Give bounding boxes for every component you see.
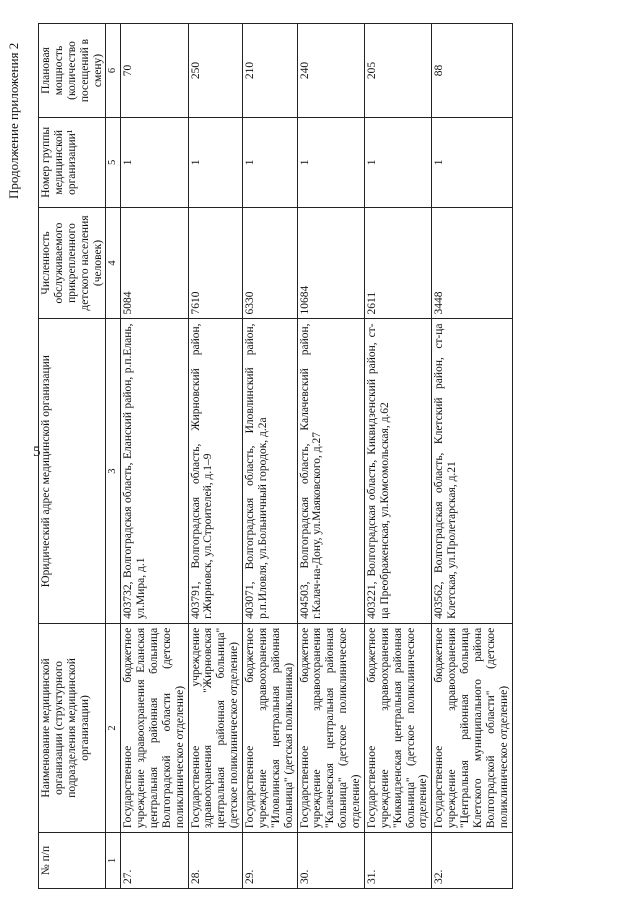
group-number: 1 (243, 118, 298, 208)
row-number: 31. (364, 833, 431, 889)
organization-address: 403791, Волгоградская область, Жирновский район, г.Жирновск, ул.Строителей, д.1–9 (188, 319, 243, 623)
population-count: 5084 (121, 207, 188, 319)
organization-address: 403732, Волгоградская область, Еланский район, р.п.Елань, ул.Мира, д.1 (121, 319, 188, 623)
row-number: 32. (432, 833, 512, 889)
planned-capacity: 70 (121, 24, 188, 118)
population-count: 3448 (432, 207, 512, 319)
planned-capacity: 240 (297, 24, 364, 118)
medical-organizations-table (38, 23, 513, 889)
planned-capacity: 205 (364, 24, 431, 118)
column-number: 5 (106, 118, 121, 208)
organization-name: Государственное бюджетное учреждение здравоохранения "Иловлинская центральная районная больница" (детская поликлиника) (243, 623, 298, 832)
page-number: 5 (33, 444, 41, 460)
group-number: 1 (432, 118, 512, 208)
table-row (364, 24, 431, 889)
continuation-label: Продолжение приложения 2 (6, 42, 21, 199)
table-row (188, 24, 243, 889)
header-row (39, 24, 106, 889)
header-number: № п/п (39, 833, 106, 889)
planned-capacity: 210 (243, 24, 298, 118)
organization-name: Государственное бюджетное учреждение здравоохранения Еланская центральная районная больница Волгоградской области (детское поликлиническое отделение) (121, 623, 188, 832)
organization-name: Государственное учреждение здравоохранения "Жирновская центральная районная больница" (детское поликлиническое отделение) (188, 623, 243, 832)
planned-capacity: 88 (432, 24, 512, 118)
header-group: Номер группы медицинской организации¹ (39, 118, 106, 208)
table-row (432, 24, 512, 889)
organization-address: 403562, Волгоградская область, Клетский район, ст-ца Клетская, ул.Пролетарская, д.21 (432, 319, 512, 623)
organization-name: Государственное бюджетное учреждение здравоохранения "Центральная районная больница Клетского муниципального района Волгоградской области" (детское поликлиническое отделение) (432, 623, 512, 832)
table-row (243, 24, 298, 889)
group-number: 1 (364, 118, 431, 208)
table-row (297, 24, 364, 889)
column-number: 4 (106, 207, 121, 319)
row-number: 28. (188, 833, 243, 889)
population-count: 2611 (364, 207, 431, 319)
header-population: Численность обслуживаемого прикрепленного детского населения (человек) (39, 207, 106, 319)
planned-capacity: 250 (188, 24, 243, 118)
header-name: Наименование медицинской организации (структурного подразделения медицинской организации) (39, 623, 106, 832)
row-number: 30. (297, 833, 364, 889)
population-count: 10684 (297, 207, 364, 319)
group-number: 1 (297, 118, 364, 208)
organization-address: 404503, Волгоградская область, Калачевский район, г.Калач-на-Дону, ул.Маяковского, д.27 (297, 319, 364, 623)
population-count: 6330 (243, 207, 298, 319)
header-capacity: Плановая мощность (количество посещений в смену) (39, 24, 106, 118)
group-number: 1 (188, 118, 243, 208)
group-number: 1 (121, 118, 188, 208)
column-number: 1 (106, 833, 121, 889)
row-number: 29. (243, 833, 298, 889)
organization-address: 403221, Волгоградская область, Киквидзенский район, ст-ца Преображенская, ул.Комсомольская, д.62 (364, 319, 431, 623)
population-count: 7610 (188, 207, 243, 319)
organization-name: Государственное бюджетное учреждение здравоохранения "Калачевская центральная районная больница" (детское поликлиническое отделение) (297, 623, 364, 832)
organization-name: Государственное бюджетное учреждение здравоохранения "Киквидзенская центральная районная больница" (детское поликлиническое отделение) (364, 623, 431, 832)
column-number: 2 (106, 623, 121, 832)
column-number-row (106, 24, 121, 889)
row-number: 27. (121, 833, 188, 889)
organization-address: 403071, Волгоградская область, Иловлинский район, р.п.Иловля, ул.Больничный городок, д.2а (243, 319, 298, 623)
table-row (121, 24, 188, 889)
column-number: 6 (106, 24, 121, 118)
header-address: Юридический адрес медицинской организации (39, 319, 106, 623)
column-number: 3 (106, 319, 121, 623)
